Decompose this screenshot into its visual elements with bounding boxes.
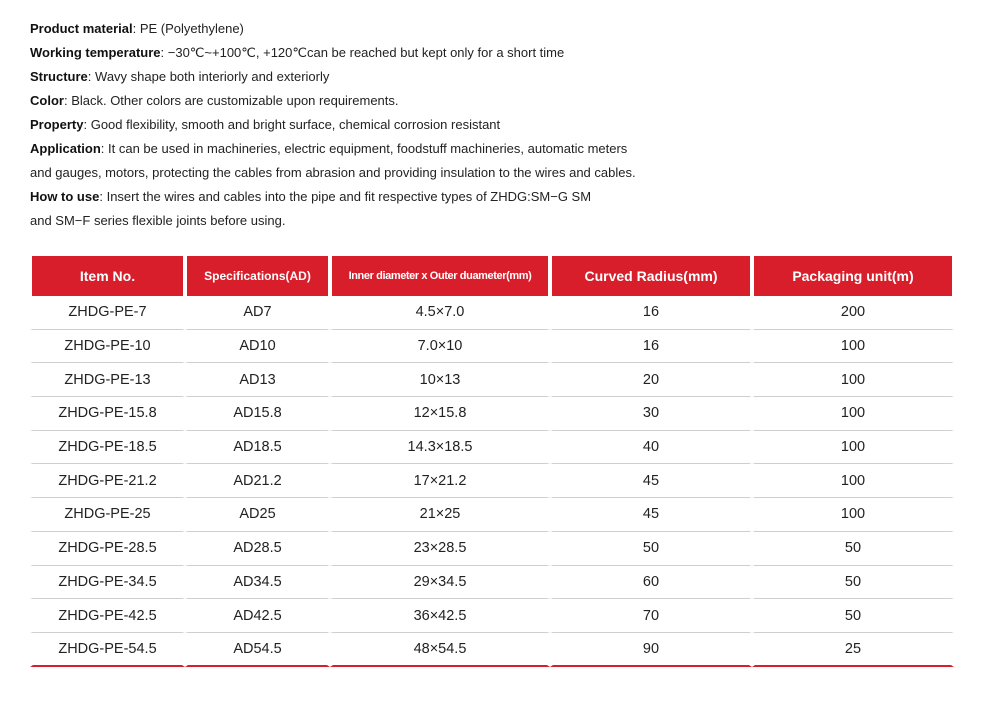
table-row: [30, 532, 954, 566]
prop-text: −30℃~+100℃, +120℃can be reached but kept only for a short time: [167, 45, 565, 60]
prop-working-temperature: [30, 41, 970, 65]
cell-item-no: ZHDG-PE-10: [30, 330, 185, 364]
cell-packaging-unit: 50: [752, 532, 954, 566]
cell-packaging-unit: 50: [752, 566, 954, 600]
cell-packaging-unit: 100: [752, 498, 954, 532]
cell-packaging-unit: 200: [752, 296, 954, 330]
prop-color: [30, 89, 970, 113]
cell-item-no: ZHDG-PE-34.5: [30, 566, 185, 600]
prop-text: Wavy shape both interiorly and exteriorly: [95, 69, 330, 84]
product-properties: [30, 17, 970, 233]
prop-sep: :: [132, 21, 140, 36]
cell-diameters: 36×42.5: [330, 599, 550, 633]
prop-structure: [30, 65, 970, 89]
table-row: [30, 397, 954, 431]
cell-item-no: ZHDG-PE-15.8: [30, 397, 185, 431]
cell-packaging-unit: 50: [752, 599, 954, 633]
prop-label: Color: [30, 93, 64, 108]
cell-packaging-unit: 100: [752, 330, 954, 364]
cell-curved-radius: 70: [550, 599, 752, 633]
table-row: [30, 330, 954, 364]
cell-curved-radius: 45: [550, 498, 752, 532]
prop-text: Good flexibility, smooth and bright surface, chemical corrosion resistant: [90, 117, 501, 132]
cell-curved-radius: 30: [550, 397, 752, 431]
prop-label: Application: [30, 141, 101, 156]
cell-diameters: 23×28.5: [330, 532, 550, 566]
cell-item-no: ZHDG-PE-7: [30, 296, 185, 330]
prop-how-to-use: [30, 185, 970, 209]
prop-sep: :: [87, 69, 96, 84]
prop-label: Property: [30, 117, 84, 132]
spec-table: [30, 256, 954, 667]
cell-packaging-unit: 100: [752, 464, 954, 498]
prop-text: PE (Polyethylene): [139, 21, 244, 36]
cell-packaging-unit: 100: [752, 397, 954, 431]
spec-table-body: [30, 296, 954, 667]
cell-diameters: 7.0×10: [330, 330, 550, 364]
cell-diameters: 12×15.8: [330, 397, 550, 431]
cell-curved-radius: 16: [550, 296, 752, 330]
prop-text: Insert the wires and cables into the pipe and fit respective types of ZHDG:SM−G SM: [106, 189, 592, 204]
cell-specification: AD28.5: [185, 532, 330, 566]
header-packaging-unit: Packaging unit(m): [752, 256, 954, 296]
cell-packaging-unit: 25: [752, 633, 954, 667]
cell-curved-radius: 90: [550, 633, 752, 667]
cell-item-no: ZHDG-PE-21.2: [30, 464, 185, 498]
cell-item-no: ZHDG-PE-18.5: [30, 431, 185, 465]
prop-sep: :: [99, 189, 107, 204]
table-row: [30, 633, 954, 667]
table-header-row: [30, 256, 954, 296]
table-row: [30, 363, 954, 397]
header-item-no: Item No.: [30, 256, 185, 296]
cell-diameters: 21×25: [330, 498, 550, 532]
table-row: [30, 498, 954, 532]
table-row: [30, 296, 954, 330]
prop-application-cont: [30, 161, 970, 185]
prop-sep: :: [83, 117, 91, 132]
prop-label: How to use: [30, 189, 100, 204]
cell-specification: AD15.8: [185, 397, 330, 431]
cell-specification: AD54.5: [185, 633, 330, 667]
prop-property: [30, 113, 970, 137]
cell-specification: AD34.5: [185, 566, 330, 600]
cell-specification: AD42.5: [185, 599, 330, 633]
cell-curved-radius: 40: [550, 431, 752, 465]
cell-specification: AD13: [185, 363, 330, 397]
cell-specification: AD7: [185, 296, 330, 330]
prop-text: and SM−F series flexible joints before using.: [30, 213, 286, 228]
cell-diameters: 17×21.2: [330, 464, 550, 498]
cell-packaging-unit: 100: [752, 431, 954, 465]
prop-label: Structure: [30, 69, 88, 84]
table-row: [30, 464, 954, 498]
cell-diameters: 29×34.5: [330, 566, 550, 600]
cell-item-no: ZHDG-PE-54.5: [30, 633, 185, 667]
header-specifications: Specifications(AD): [185, 256, 330, 296]
prop-text: and gauges, motors, protecting the cables from abrasion and providing insulation to the wires and cables.: [30, 165, 636, 180]
cell-specification: AD25: [185, 498, 330, 532]
cell-curved-radius: 50: [550, 532, 752, 566]
cell-curved-radius: 20: [550, 363, 752, 397]
cell-curved-radius: 60: [550, 566, 752, 600]
prop-label: Product material: [30, 21, 133, 36]
table-row: [30, 431, 954, 465]
prop-sep: :: [160, 45, 168, 60]
cell-diameters: 14.3×18.5: [330, 431, 550, 465]
cell-diameters: 4.5×7.0: [330, 296, 550, 330]
prop-sep: :: [100, 141, 109, 156]
cell-curved-radius: 16: [550, 330, 752, 364]
cell-item-no: ZHDG-PE-28.5: [30, 532, 185, 566]
prop-material: [30, 17, 970, 41]
table-row: [30, 566, 954, 600]
cell-specification: AD21.2: [185, 464, 330, 498]
cell-curved-radius: 45: [550, 464, 752, 498]
cell-packaging-unit: 100: [752, 363, 954, 397]
prop-text: It can be used in machineries, electric equipment, foodstuff machineries, automatic meters: [108, 141, 628, 156]
cell-specification: AD10: [185, 330, 330, 364]
prop-label: Working temperature: [30, 45, 161, 60]
prop-how-to-use-cont: [30, 209, 970, 233]
cell-item-no: ZHDG-PE-13: [30, 363, 185, 397]
prop-sep: :: [63, 93, 72, 108]
header-curved-radius: Curved Radius(mm): [550, 256, 752, 296]
prop-application: [30, 137, 970, 161]
table-row: [30, 599, 954, 633]
cell-item-no: ZHDG-PE-42.5: [30, 599, 185, 633]
cell-item-no: ZHDG-PE-25: [30, 498, 185, 532]
header-diameters: Inner diameter x Outer duameter(mm): [330, 256, 550, 296]
prop-text: Black. Other colors are customizable upon requirements.: [71, 93, 399, 108]
cell-specification: AD18.5: [185, 431, 330, 465]
cell-diameters: 10×13: [330, 363, 550, 397]
cell-diameters: 48×54.5: [330, 633, 550, 667]
